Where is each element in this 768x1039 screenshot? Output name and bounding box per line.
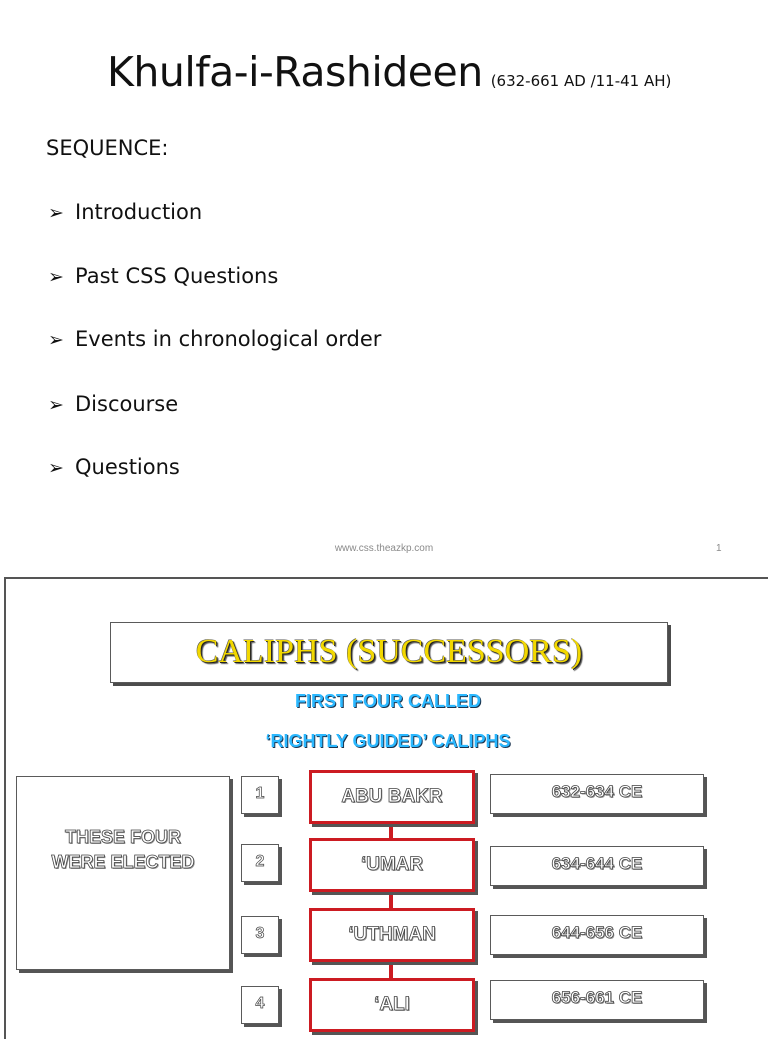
bullet-past-css-questions xyxy=(48,264,278,288)
slide-title xyxy=(107,48,671,96)
bullet-text: Events in chronological order xyxy=(75,327,382,351)
caliph-name-ali: ‘ALI xyxy=(309,978,475,1032)
footer-url: www.css.theazkp.com xyxy=(334,543,434,554)
sequence-label: SEQUENCE: xyxy=(46,136,169,160)
bullet-text: Introduction xyxy=(75,200,203,224)
caliph-name-umar: ‘UMAR xyxy=(309,838,475,892)
arrow-bullet-icon: ➢ xyxy=(48,394,64,416)
slide-2 xyxy=(4,577,768,1039)
caliph-name-uthman: ‘UTHMAN xyxy=(309,908,475,962)
title-text: Khulfa-i-Rashideen xyxy=(107,48,483,96)
caliph-dates: 632-634 CE xyxy=(490,774,704,814)
bullet-text: Discourse xyxy=(75,392,179,416)
bullet-events xyxy=(48,327,381,351)
caliph-number: 2 xyxy=(241,844,279,882)
bullet-discourse xyxy=(48,392,178,416)
subtitle-rightly-guided: ‘RIGHTLY GUIDED’ CALIPHS xyxy=(265,731,511,751)
title-date-range: (632-661 AD /11-41 AH) xyxy=(490,72,672,90)
bullet-questions xyxy=(48,455,180,479)
bullet-text: Past CSS Questions xyxy=(75,264,279,288)
caliph-number: 1 xyxy=(241,776,279,814)
caliphs-title: CALIPHS (SUCCESSORS) xyxy=(110,622,668,683)
caliph-dates: 656-661 CE xyxy=(490,980,704,1020)
elected-note xyxy=(17,825,229,875)
arrow-bullet-icon: ➢ xyxy=(48,202,64,224)
arrow-bullet-icon: ➢ xyxy=(48,329,64,351)
page-number: 1 xyxy=(716,543,722,554)
subtitle-first-four: FIRST FOUR CALLED xyxy=(295,691,481,711)
elected-line-1: THESE FOUR xyxy=(64,827,181,847)
bullet-text: Questions xyxy=(75,455,180,479)
caliph-number: 4 xyxy=(241,986,279,1024)
caliph-name-abu-bakr: ABU BAKR xyxy=(309,770,475,824)
elected-line-2: WERE ELECTED xyxy=(51,852,195,872)
elected-note-box xyxy=(16,776,230,970)
caliph-number: 3 xyxy=(241,916,279,954)
caliph-dates: 644-656 CE xyxy=(490,915,704,955)
caliph-dates: 634-644 CE xyxy=(490,846,704,886)
arrow-bullet-icon: ➢ xyxy=(48,457,64,479)
arrow-bullet-icon: ➢ xyxy=(48,266,64,288)
bullet-introduction xyxy=(48,200,202,224)
